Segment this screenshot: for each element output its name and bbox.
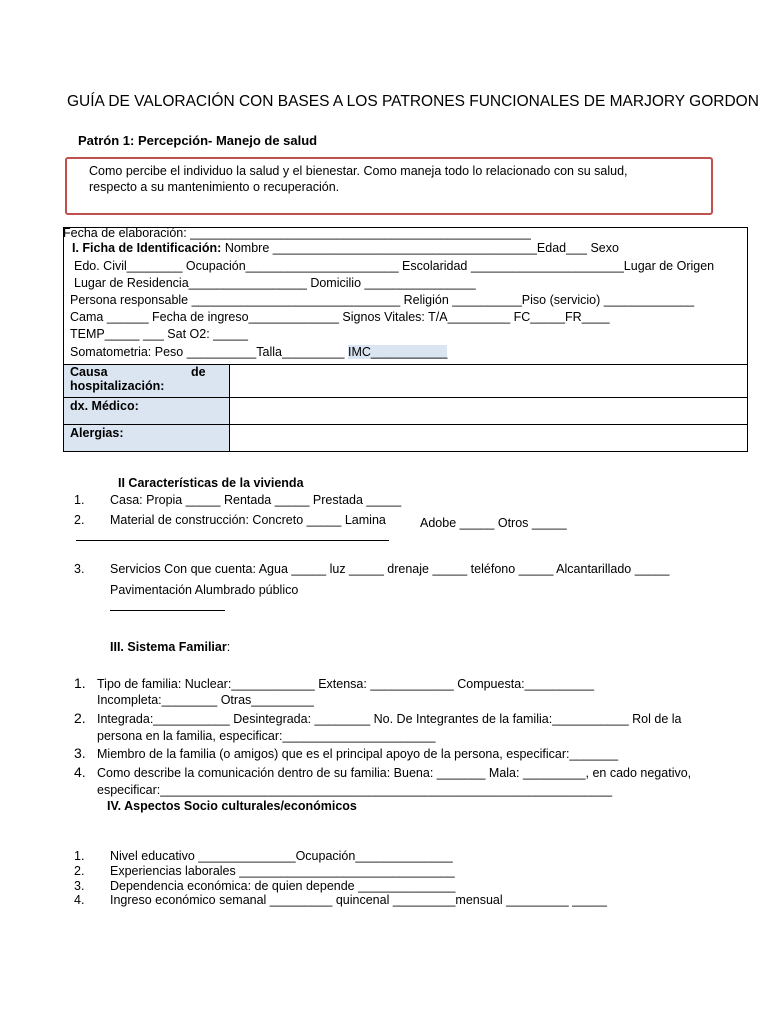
vivienda-item-1[interactable]: Casa: Propia _____ Rentada _____ Prestada _____ [110,493,402,507]
vivienda-item-2-num: 2. [74,513,85,527]
socio-item-1-num: 1. [74,849,85,863]
pattern-heading: Patrón 1: Percepción- Manejo de salud [78,133,318,148]
familiar-item-1-num: 1. [74,675,86,691]
causa-de-label: de [191,365,206,379]
description-line-1: Como percibe el individuo la salud y el bienestar. Como maneja todo lo relacionado con su salud, [89,164,628,178]
table-column-divider [229,364,230,452]
familiar-item-2-line2[interactable]: persona en la familia, especificar:______________________ [97,729,436,743]
vivienda-item-1-num: 1. [74,493,85,507]
vivienda-item-3[interactable]: Servicios Con que cuenta: Agua _____ luz _____ drenaje _____ teléfono _____ Alcantarillado _____ [110,562,670,576]
imc-label: IMC [348,345,371,359]
familiar-item-1-line2[interactable]: Incompleta:________ Otras_________ [97,693,314,707]
alergias-label: Alergias: [70,426,124,440]
familiar-item-1[interactable]: Tipo de familia: Nuclear:____________ Extensa: ____________ Compuesta:__________ [97,677,595,691]
hospitalizacion-label: hospitalización: [70,379,165,393]
vivienda-item-3-num: 3. [74,562,85,576]
dx-medico-label: dx. Médico: [70,399,139,413]
familiar-item-3[interactable]: Miembro de la familia (o amigos) que es el principal apoyo de la persona, especificar:_______ [97,747,619,761]
estado-civil-row[interactable]: Edo. Civil________ Ocupación______________________ Escolaridad ______________________Lugar de Origen [74,259,715,273]
somatometria-row[interactable] [70,345,447,359]
table-divider-mid [63,397,748,398]
residencia-row[interactable]: Lugar de Residencia_________________ Domicilio ________________ [74,276,476,290]
vivienda-item-3-line2[interactable]: Pavimentación Alumbrado público [110,583,299,597]
identification-heading: I. Ficha de Identificación: [72,241,222,255]
causa-label: Causa [70,365,108,379]
socio-item-4-num: 4. [74,893,85,907]
vivienda-item-2-blank-line[interactable] [76,540,389,541]
description-line-2: respecto a su mantenimiento o recuperación. [89,180,340,194]
socio-item-1[interactable]: Nivel educativo ______________Ocupación______________ [110,849,453,863]
cama-row[interactable]: Cama ______ Fecha de ingreso_____________ Signos Vitales: T/A_________ FC_____FR____ [70,310,610,324]
temp-row[interactable]: TEMP_____ ___ Sat O2: _____ [70,327,248,341]
socio-item-3-num: 3. [74,879,85,893]
familiar-item-4[interactable]: Como describe la comunicación dentro de su familia: Buena: _______ Mala: _________, en cado negativo, [97,766,692,780]
familiar-heading-colon: : [226,640,231,654]
familiar-heading: III. Sistema Familiar [110,640,227,654]
table-divider-low [63,424,748,425]
socio-item-3[interactable]: Dependencia económica: de quien depende ______________ [110,879,456,893]
fecha-elaboracion-field[interactable]: Fecha de elaboración: _________________________________________________ [63,226,531,240]
imc-field[interactable]: ___________ [370,345,448,359]
vivienda-item-2[interactable]: Material de construcción: Concreto _____ Lamina [110,513,386,527]
socio-item-4[interactable]: Ingreso económico semanal _________ quincenal _________mensual _________ _____ [110,893,607,907]
document-title: GUÍA DE VALORACIÓN CON BASES A LOS PATRONES FUNCIONALES DE MARJORY GORDON [67,93,759,110]
familiar-item-2[interactable]: Integrada:___________ Desintegrada: ________ No. De Integrantes de la familia:___________ Rol de la [97,712,682,726]
familiar-item-4-line2[interactable]: especificar:_________________________________________________________________ [97,783,613,797]
familiar-item-4-num: 4. [74,764,86,780]
vivienda-item-3-blank-line[interactable] [110,610,225,611]
vivienda-item-2-extra[interactable]: Adobe _____ Otros _____ [420,516,567,530]
peso-talla-field[interactable]: Somatometria: Peso __________Talla_________ [70,345,348,359]
familiar-item-2-num: 2. [74,710,86,726]
table-divider-top [63,364,748,365]
responsable-row[interactable]: Persona responsable ______________________________ Religión __________Piso (servicio) _____________ [70,293,695,307]
socio-item-2[interactable]: Experiencias laborales _______________________________ [110,864,455,878]
familiar-item-3-num: 3. [74,745,86,761]
vivienda-heading: II Características de la vivienda [118,476,304,490]
nombre-field[interactable]: Nombre ______________________________________Edad___ Sexo [221,241,619,255]
socio-heading: IV. Aspectos Socio culturales/económicos [107,799,357,813]
socio-item-2-num: 2. [74,864,85,878]
familiar-heading-row [110,640,230,654]
nombre-row [72,241,619,255]
